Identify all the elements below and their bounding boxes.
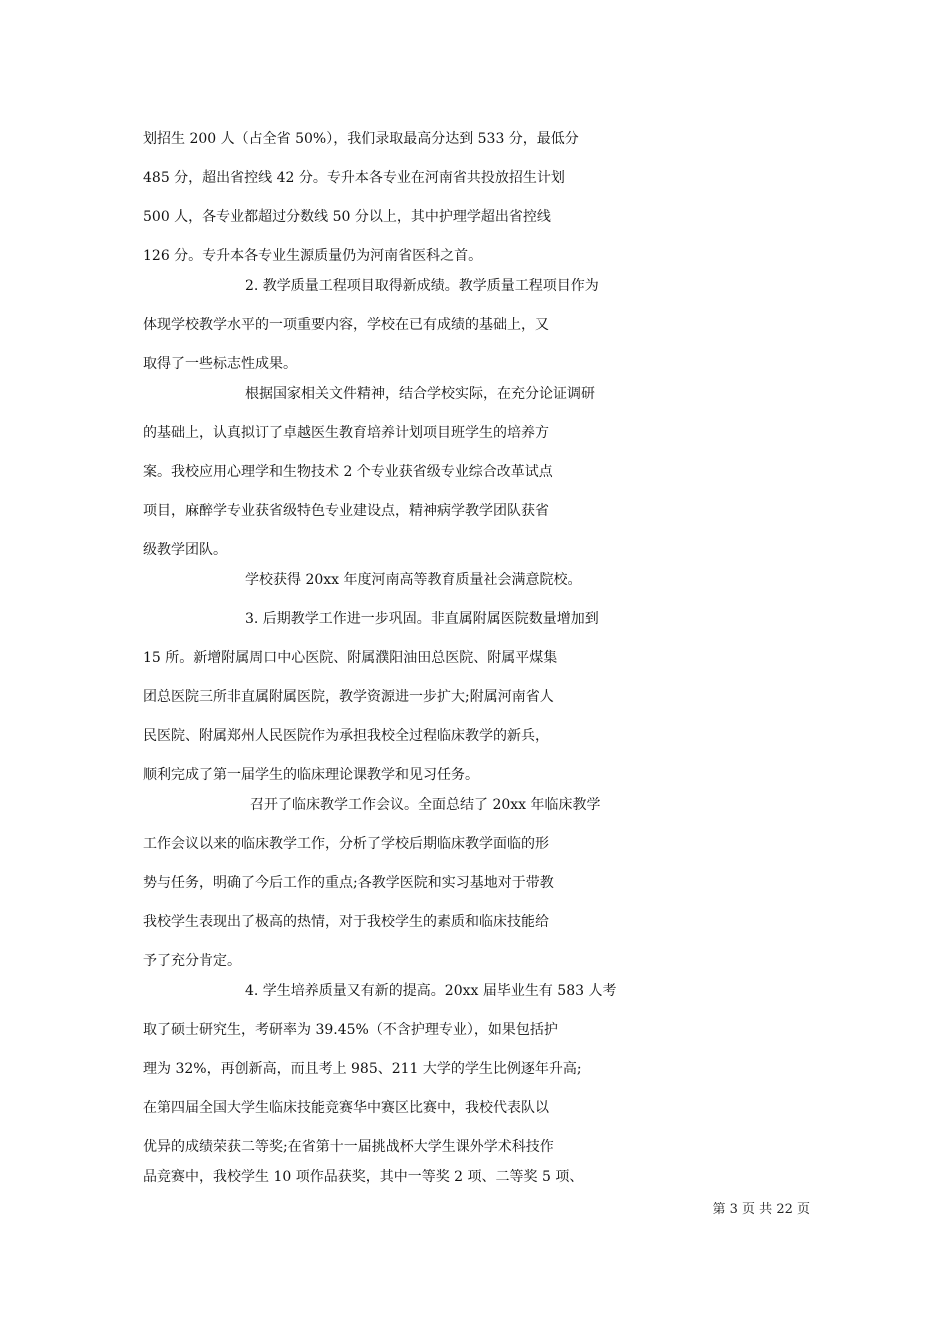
paragraph-line: 3. 后期教学工作进一步巩固。非直属附属医院数量增加到 (245, 611, 599, 627)
paragraph-line: 15 所。新增附属周口中心医院、附属濮阳油田总医院、附属平煤集 (143, 650, 558, 666)
paragraph-line: 召开了临床教学工作会议。全面总结了 20xx 年临床教学 (250, 797, 601, 813)
paragraph-line: 品竞赛中，我校学生 10 项作品获奖，其中一等奖 2 项、二等奖 5 项、 (143, 1169, 584, 1185)
paragraph-line: 2. 教学质量工程项目取得新成绩。教学质量工程项目作为 (245, 278, 599, 294)
paragraph-line: 理为 32%，再创新高，而且考上 985、211 大学的学生比例逐年升高; (143, 1061, 582, 1077)
paragraph-line: 500 人，各专业都超过分数线 50 分以上，其中护理学超出省控线 (143, 209, 551, 225)
paragraph-line: 485 分，超出省控线 42 分。专升本各专业在河南省共投放招生计划 (143, 170, 565, 186)
paragraph-line: 民医院、附属郑州人民医院作为承担我校全过程临床教学的新兵， (143, 728, 549, 744)
paragraph-line: 在第四届全国大学生临床技能竞赛华中赛区比赛中，我校代表队以 (143, 1100, 549, 1116)
paragraph-line: 优异的成绩荣获二等奖;在省第十一届挑战杯大学生课外学术科技作 (143, 1139, 554, 1155)
paragraph-line: 根据国家相关文件精神，结合学校实际，在充分论证调研 (245, 386, 595, 402)
paragraph-line: 案。我校应用心理学和生物技术 2 个专业获省级专业综合改革试点 (143, 464, 553, 480)
paragraph-line: 势与任务，明确了今后工作的重点;各教学医院和实习基地对于带教 (143, 875, 554, 891)
paragraph-line: 126 分。专升本各专业生源质量仍为河南省医科之首。 (143, 248, 483, 264)
paragraph-line: 我校学生表现出了极高的热情，对于我校学生的素质和临床技能给 (143, 914, 549, 930)
paragraph-line: 4. 学生培养质量又有新的提高。20xx 届毕业生有 583 人考 (245, 983, 617, 999)
paragraph-line: 取得了一些标志性成果。 (143, 356, 297, 372)
paragraph-line: 的基础上，认真拟订了卓越医生教育培养计划项目班学生的培养方 (143, 425, 549, 441)
paragraph-line: 团总医院三所非直属附属医院，教学资源进一步扩大;附属河南省人 (143, 689, 554, 705)
paragraph-line: 体现学校教学水平的一项重要内容，学校在已有成绩的基础上，又 (143, 317, 549, 333)
paragraph-line: 划招生 200 人（占全省 50%），我们录取最高分达到 533 分，最低分 (143, 131, 579, 147)
paragraph-line: 级教学团队。 (143, 542, 227, 558)
paragraph-line: 取了硕士研究生，考研率为 39.45%（不含护理专业），如果包括护 (143, 1022, 558, 1038)
paragraph-line: 顺利完成了第一届学生的临床理论课教学和见习任务。 (143, 767, 479, 783)
page-number: 第 3 页 共 22 页 (712, 1202, 810, 1217)
paragraph-line: 项目，麻醉学专业获省级特色专业建设点，精神病学教学团队获省 (143, 503, 549, 519)
paragraph-line: 予了充分肯定。 (143, 953, 241, 969)
paragraph-line: 工作会议以来的临床教学工作，分析了学校后期临床教学面临的形 (143, 836, 549, 852)
paragraph-line: 学校获得 20xx 年度河南高等教育质量社会满意院校。 (245, 572, 582, 588)
